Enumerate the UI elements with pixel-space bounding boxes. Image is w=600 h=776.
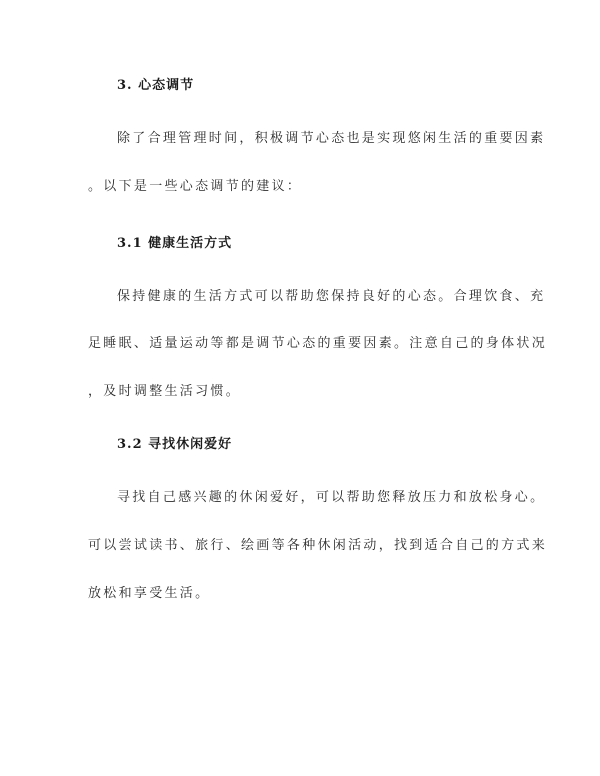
section-heading-3: 3. 心态调节 — [117, 78, 195, 93]
section-heading-3-1: 3.1 健康生活方式 — [117, 236, 233, 251]
paragraph-line: 放松和享受生活。 — [88, 586, 211, 601]
paragraph-line: 足睡眠、适量运动等都是调节心态的重要因素。注意自己的身体状况 — [88, 336, 548, 351]
paragraph-line: 保持健康的生活方式可以帮助您保持良好的心态。合理饮食、充 — [117, 289, 546, 304]
paragraph-line: 寻找自己感兴趣的休闲爱好，可以帮助您释放压力和放松身心。 — [117, 490, 546, 505]
paragraph-line: 除了合理管理时间，积极调节心态也是实现悠闲生活的重要因素 — [117, 131, 546, 146]
section-heading-3-2: 3.2 寻找休闲爱好 — [117, 437, 233, 452]
paragraph-line: ，及时调整生活习惯。 — [88, 384, 242, 399]
paragraph-line: 可以尝试读书、旅行、绘画等各种休闲活动，找到适合自己的方式来 — [88, 538, 548, 553]
paragraph-line: 。以下是一些心态调节的建议： — [88, 179, 303, 194]
